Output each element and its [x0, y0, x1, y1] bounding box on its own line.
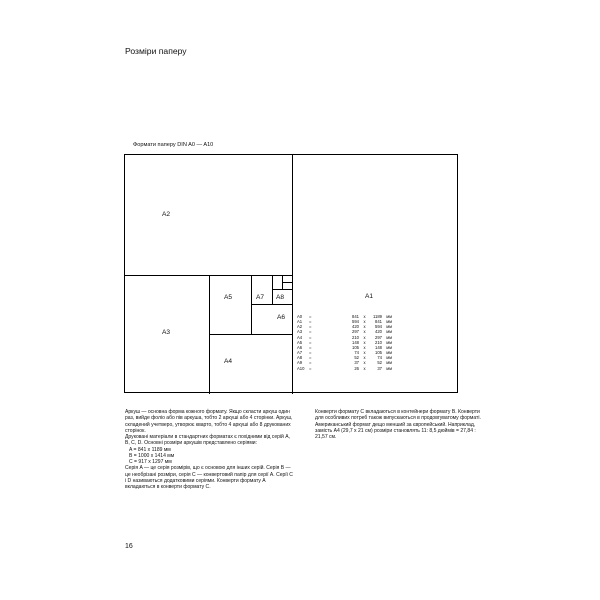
- label-a8: A8: [276, 294, 285, 301]
- spec-times: x: [363, 350, 366, 356]
- spec-width: 148: [352, 339, 359, 345]
- dimension-a: A = 841 x 1189 мм: [129, 446, 171, 453]
- spec-times: x: [363, 334, 366, 340]
- spec-equals: =: [309, 355, 312, 361]
- divider-a6: [251, 304, 292, 305]
- spec-width: 420: [352, 324, 359, 330]
- spec-width: 841: [352, 314, 359, 319]
- spec-height: 1189: [372, 314, 382, 319]
- divider-a10: [282, 282, 292, 283]
- right-text-column: [315, 409, 485, 440]
- spec-unit: мм: [386, 314, 392, 319]
- spec-times: x: [363, 339, 366, 345]
- spec-unit: мм: [386, 339, 392, 345]
- spec-format: A2: [297, 324, 303, 330]
- spec-height: 841: [375, 319, 382, 325]
- spec-equals: =: [309, 339, 312, 345]
- paragraph-series-a: Серія A — це серія розмірів, що є основою для інших серій. Серія B — це необрізані розміри, серія C — конвертовий папір для серії A. Серії C і D називаються додатковими серіями. Конверти формату A вкладаються в конверти формату C.: [125, 465, 293, 490]
- spec-times: x: [363, 360, 366, 366]
- spec-format: A7: [297, 350, 303, 356]
- spec-equals: =: [309, 334, 312, 340]
- spec-unit: мм: [386, 334, 392, 340]
- spec-unit: мм: [386, 324, 392, 330]
- spec-width: 52: [354, 355, 359, 361]
- paper-format-diagram: [124, 154, 458, 393]
- page-number: 16: [125, 543, 133, 550]
- spec-format: A6: [297, 344, 303, 350]
- spec-format: A1: [297, 319, 303, 325]
- divider-a4: [209, 334, 292, 335]
- paragraph-american: Американський формат дещо менший за європейський. Наприклад, замість A4 (29,7 х 21 см) розміри становлять 11: 8,5 дюймів = 27,84 : 21,57 см.: [315, 421, 476, 440]
- spec-unit: мм: [386, 319, 392, 325]
- spec-equals: =: [309, 324, 312, 330]
- spec-equals: =: [309, 350, 312, 356]
- spec-height: 74: [377, 355, 382, 361]
- label-a2: A2: [162, 211, 171, 218]
- spec-times: x: [363, 324, 366, 330]
- spec-equals: =: [309, 344, 312, 350]
- spec-unit: мм: [386, 350, 392, 356]
- spec-format: A4: [297, 334, 303, 340]
- dimension-b: B = 1000 x 1414 мм: [129, 452, 175, 459]
- spec-unit: мм: [386, 355, 392, 361]
- spec-height: 594: [375, 324, 382, 330]
- paragraph-sheet: Аркуш — основна форма кожного формату. Якщо скласти аркуш один раз, вийде фоліо або пів аркуша, тобто 2 аркуші або 4 сторінки. Аркуш, складений учетверо, утворює кварто, тобто 4 аркуші або 8 друкованих сторінок.: [125, 409, 293, 434]
- left-text-column: [125, 409, 293, 490]
- spec-width: 297: [352, 329, 359, 335]
- spec-times: x: [363, 319, 366, 325]
- spec-unit: мм: [386, 360, 392, 366]
- label-a4: A4: [224, 358, 233, 365]
- spec-width: 594: [352, 319, 359, 325]
- spec-equals: =: [309, 329, 312, 335]
- spec-height: 37: [377, 365, 382, 371]
- diagram-title: Формати паперу DIN A0 — A10: [133, 142, 214, 148]
- paragraph-envelopes: Конверти формату C вкладаються в контейнери формату B. Конверти для особливих потреб також випускаються в продовгуватому форматі.: [315, 409, 481, 422]
- spec-width: 74: [354, 350, 359, 356]
- spec-times: x: [363, 329, 366, 335]
- spec-width: 37: [354, 360, 359, 366]
- label-a3: A3: [162, 329, 171, 336]
- page-title: Розміри паперу: [125, 46, 187, 56]
- spec-times: x: [363, 355, 366, 361]
- spec-height: 420: [375, 329, 382, 335]
- label-a1: A1: [365, 293, 374, 300]
- spec-times: x: [363, 314, 366, 319]
- spec-times: x: [363, 344, 366, 350]
- spec-width: 26: [354, 365, 359, 371]
- spec-format: A9: [297, 360, 303, 366]
- spec-height: 52: [377, 360, 382, 366]
- spec-height: 105: [375, 350, 382, 356]
- spec-row: [297, 366, 392, 371]
- spec-format: A0: [297, 314, 303, 319]
- label-a6: A6: [277, 314, 286, 321]
- divider-a8: [272, 289, 292, 290]
- label-a5: A5: [224, 294, 233, 301]
- format-spec-table: [297, 314, 392, 371]
- spec-equals: =: [309, 319, 312, 325]
- spec-unit: мм: [386, 329, 392, 335]
- spec-format: A3: [297, 329, 303, 335]
- spec-unit: мм: [386, 365, 392, 371]
- divider-a1: [292, 155, 293, 394]
- spec-height: 148: [375, 344, 382, 350]
- spec-equals: =: [309, 360, 312, 366]
- paragraph-series: Друковані матеріали в стандартних форматах є похідними від серій A, B, C, D. Основні розміри аркушів представлено серіями:: [125, 434, 291, 447]
- spec-unit: мм: [386, 344, 392, 350]
- spec-format: A5: [297, 339, 303, 345]
- spec-format: A10: [297, 365, 305, 371]
- spec-width: 105: [352, 344, 359, 350]
- spec-equals: =: [309, 365, 312, 371]
- spec-times: x: [363, 365, 366, 371]
- spec-height: 297: [375, 334, 382, 340]
- spec-width: 210: [352, 334, 359, 340]
- spec-format: A8: [297, 355, 303, 361]
- dimension-c: C = 917 x 1297 мм: [129, 459, 172, 465]
- spec-height: 210: [375, 339, 382, 345]
- label-a7: A7: [256, 294, 265, 301]
- spec-equals: =: [309, 314, 312, 319]
